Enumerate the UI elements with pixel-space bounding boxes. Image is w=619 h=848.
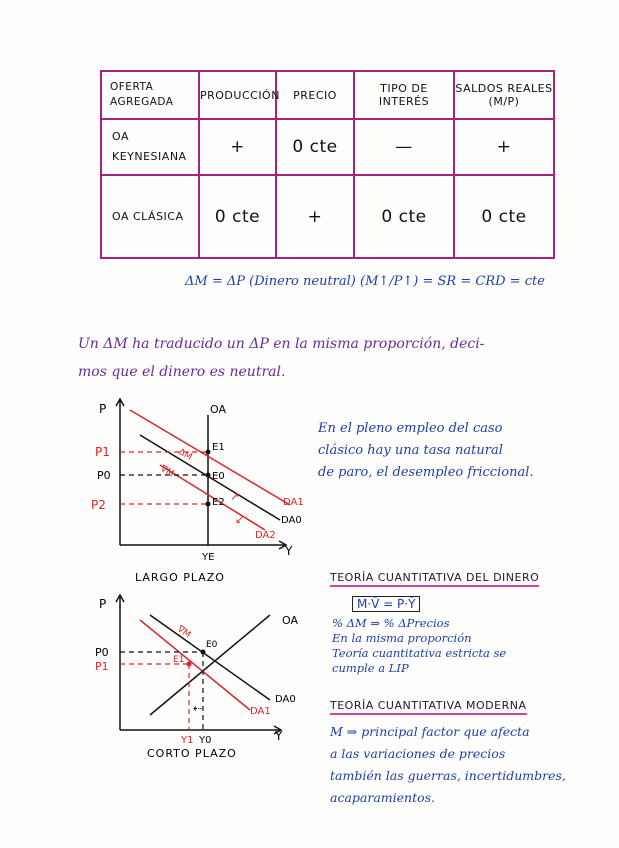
note-line: En el pleno empleo del caso	[318, 421, 503, 436]
da0-label: DA0	[275, 694, 296, 705]
dm-down-label: ∇M	[158, 463, 176, 480]
quant-theory-section	[330, 566, 605, 676]
modern-note-line: también las guerras, incertidumbres,	[330, 768, 566, 783]
shift-down-arrow: ↙	[235, 513, 245, 526]
e0-label: E0	[212, 471, 225, 482]
cell-keynes-interes: —	[354, 119, 454, 175]
p2-label: P2	[91, 498, 106, 512]
header-produccion: PRODUCCIÓN	[199, 71, 276, 119]
e2-label: E2	[212, 497, 225, 508]
modern-note-line: M ⇒ principal factor que afecta	[330, 724, 530, 739]
modern-theory-section	[330, 694, 615, 809]
quant-note-line: cumple a LIP	[332, 661, 409, 675]
quant-theory-notes	[332, 616, 605, 676]
short-run-caption: CORTO PLAZO	[147, 747, 237, 760]
e1-point	[187, 662, 192, 667]
y-axis-label: Y	[285, 544, 293, 558]
note-line: clásico hay una tasa natural	[318, 443, 503, 458]
table-row-clasica	[101, 175, 554, 258]
cell-keynes-saldos: +	[454, 119, 554, 175]
da1-line	[130, 410, 290, 505]
p1-label: P1	[95, 445, 110, 459]
da0-line	[150, 615, 270, 700]
p-axis-label: P	[99, 402, 107, 416]
e0-point	[201, 650, 206, 655]
cell-keynes-produccion: +	[199, 119, 276, 175]
modern-theory-title: TEORÍA CUANTITATIVA MODERNA	[330, 699, 527, 715]
quant-note-line: Teoría cuantitativa estricta se	[332, 646, 507, 660]
cell-clasica-saldos: 0 cte	[454, 175, 554, 258]
y-axis-label: Y	[275, 729, 283, 743]
e0-label: E0	[206, 640, 218, 650]
long-run-caption: LARGO PLAZO	[135, 571, 225, 584]
header-saldos-reales: SALDOS REALES (M/P)	[454, 71, 554, 119]
oa-line	[150, 615, 270, 715]
da0-line	[140, 435, 280, 520]
e0-point	[206, 473, 211, 478]
e1-point	[206, 450, 211, 455]
modern-note-line: acaparamientos.	[330, 790, 436, 805]
quant-equation: M·V̄ = P·Ȳ	[352, 596, 420, 612]
neutral-money-formula: ΔM = ΔP (Dinero neutral) (M↑/P↑) = SR = CRD = cte	[185, 274, 545, 289]
table-header-row	[101, 71, 554, 119]
row-label-clasica: OA CLÁSICA	[101, 175, 199, 258]
e2-point	[206, 502, 211, 507]
e1-label: E1	[212, 442, 225, 453]
oa-label: OA	[282, 614, 298, 627]
da1-label: DA1	[250, 706, 271, 717]
summary-table	[100, 70, 555, 259]
table-row-keynesiana	[101, 119, 554, 175]
quant-theory-title: TEORÍA CUANTITATIVA DEL DINERO	[330, 571, 539, 587]
oa-label: OA	[210, 403, 226, 416]
dm-label: ∇M	[175, 624, 193, 641]
p0-label: P0	[97, 469, 111, 482]
cell-clasica-interes: 0 cte	[354, 175, 454, 258]
header-oferta-agregada: OFERTA AGREGADA	[101, 71, 199, 119]
header-tipo-interes: TIPO DE INTERÉS	[354, 71, 454, 119]
p1-label: P1	[95, 660, 109, 673]
dm-up-label: ΔM	[176, 446, 194, 463]
e1-label: E1	[173, 655, 185, 665]
cell-clasica-produccion: 0 cte	[199, 175, 276, 258]
modern-theory-notes	[330, 721, 615, 809]
note-line: de paro, el desempleo friccional.	[318, 465, 534, 480]
shift-up-arrow: ↗	[230, 490, 240, 503]
y0-label: Y0	[199, 735, 212, 746]
da1-label: DA1	[283, 497, 304, 508]
paragraph-line: mos que el dinero es neutral.	[78, 364, 286, 380]
long-run-graph	[85, 395, 320, 590]
p-axis-label: P	[99, 597, 107, 611]
short-run-graph	[85, 590, 315, 760]
y1-label: Y1	[181, 735, 194, 746]
da1-line	[140, 620, 250, 710]
output-fall-arrow: ⇠	[193, 702, 203, 715]
long-run-note	[318, 418, 608, 484]
da2-label: DA2	[255, 530, 276, 541]
ye-label: YE	[202, 552, 215, 563]
header-precio: PRECIO	[276, 71, 354, 119]
neutral-money-paragraph	[78, 330, 608, 386]
cell-clasica-precio: +	[276, 175, 354, 258]
quant-note-line: En la misma proporción	[332, 631, 472, 645]
modern-note-line: a las variaciones de precios	[330, 746, 506, 761]
da0-label: DA0	[281, 515, 302, 526]
quant-note-line: % ΔM ⇒ % ΔPrecios	[332, 616, 450, 630]
cell-keynes-precio: 0 cte	[276, 119, 354, 175]
row-label-keynesiana: OA KEYNESIANA	[101, 119, 199, 175]
p0-label: P0	[95, 646, 109, 659]
paragraph-line: Un ΔM ha traducido un ΔP en la misma proporción, deci-	[78, 336, 485, 352]
